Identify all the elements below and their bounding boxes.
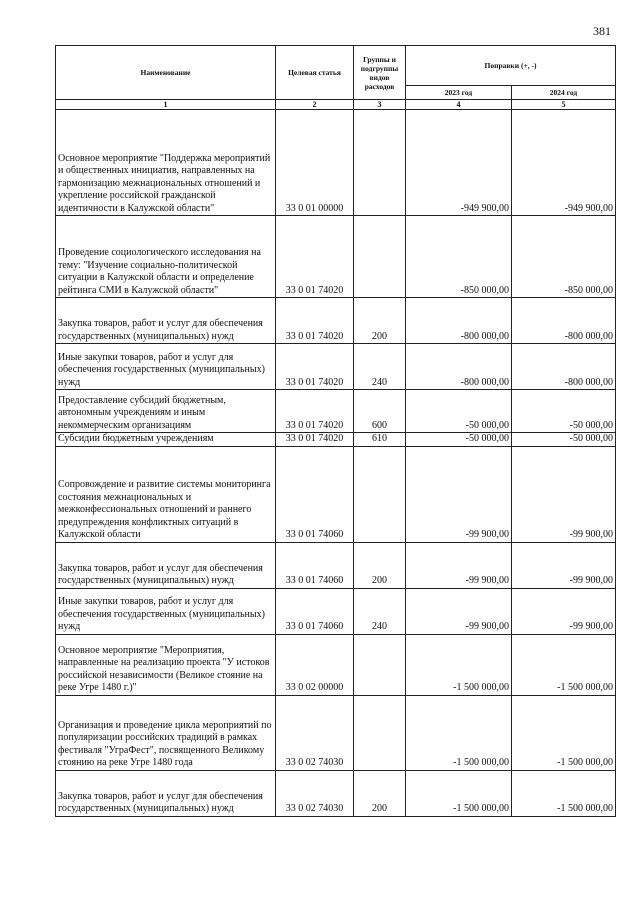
header-year-2024: 2024 год — [512, 86, 616, 100]
header-name: Наименование — [56, 46, 276, 100]
row-2023: -850 000,00 — [406, 216, 512, 298]
amendments-table — [55, 45, 616, 817]
header-target: Целевая статья — [276, 46, 354, 100]
row-2024: -99 900,00 — [512, 542, 616, 588]
row-name: Закупка товаров, работ и услуг для обеспечения государственных (муниципальных) нужд — [56, 770, 276, 816]
header-amendments: Поправки (+, -) — [406, 46, 616, 86]
row-target: 33 0 01 74020 — [276, 298, 354, 344]
table-row — [56, 433, 616, 447]
table-row — [56, 298, 616, 344]
table-row — [56, 216, 616, 298]
row-2024: -50 000,00 — [512, 390, 616, 433]
row-name: Организация и проведение цикла мероприятий по популяризации российских традиций в рамках фестиваля "УграФест", посвященного Великому стоянию на реке Угре 1480 года — [56, 695, 276, 770]
row-2024: -1 500 000,00 — [512, 770, 616, 816]
row-target: 33 0 02 74030 — [276, 770, 354, 816]
row-group — [354, 634, 406, 695]
table-row — [56, 110, 616, 216]
row-target: 33 0 01 74020 — [276, 216, 354, 298]
row-group — [354, 695, 406, 770]
row-2024: -800 000,00 — [512, 298, 616, 344]
row-2023: -99 900,00 — [406, 542, 512, 588]
column-number: 1 — [56, 100, 276, 110]
table-row — [56, 446, 616, 542]
table-row — [56, 588, 616, 634]
row-target: 33 0 01 74020 — [276, 433, 354, 447]
row-2024: -1 500 000,00 — [512, 695, 616, 770]
row-name: Проведение социологического исследования на тему: "Изучение социально-политической ситуации в Калужской области и определение рейтинга СМИ в Калужской области" — [56, 216, 276, 298]
row-2024: -50 000,00 — [512, 433, 616, 447]
row-group — [354, 216, 406, 298]
table-row — [56, 634, 616, 695]
table-row — [56, 542, 616, 588]
row-group — [354, 446, 406, 542]
column-number: 4 — [406, 100, 512, 110]
row-2023: -50 000,00 — [406, 390, 512, 433]
row-group: 240 — [354, 588, 406, 634]
row-2023: -949 900,00 — [406, 110, 512, 216]
row-2023: -50 000,00 — [406, 433, 512, 447]
row-name: Основное мероприятие "Мероприятия, направленные на реализацию проекта "У истоков российской независимости (Великое стояние на реке Угре 1480 г.)" — [56, 634, 276, 695]
row-2024: -99 900,00 — [512, 588, 616, 634]
row-2024: -99 900,00 — [512, 446, 616, 542]
row-name: Сопровождение и развитие системы мониторинга состояния межнациональных и межконфессиональных отношений и раннего предупреждения конфликтных ситуаций в Калужской области — [56, 446, 276, 542]
row-target: 33 0 02 00000 — [276, 634, 354, 695]
row-2024: -800 000,00 — [512, 344, 616, 390]
column-number-row — [56, 100, 616, 110]
row-name: Иные закупки товаров, работ и услуг для обеспечения государственных (муниципальных) нужд — [56, 344, 276, 390]
table-row — [56, 344, 616, 390]
row-target: 33 0 02 74030 — [276, 695, 354, 770]
row-2023: -800 000,00 — [406, 298, 512, 344]
row-group: 200 — [354, 298, 406, 344]
row-2023: -1 500 000,00 — [406, 634, 512, 695]
row-name: Закупка товаров, работ и услуг для обеспечения государственных (муниципальных) нужд — [56, 298, 276, 344]
row-2024: -949 900,00 — [512, 110, 616, 216]
row-group: 600 — [354, 390, 406, 433]
row-name: Предоставление субсидий бюджетным, автономным учреждениям и иным некоммерческим организациям — [56, 390, 276, 433]
row-group — [354, 110, 406, 216]
row-2024: -1 500 000,00 — [512, 634, 616, 695]
row-2024: -850 000,00 — [512, 216, 616, 298]
row-2023: -800 000,00 — [406, 344, 512, 390]
page-number: 381 — [593, 24, 611, 38]
header-groups: Группы и подгруппы видов расходов — [354, 46, 406, 100]
row-name: Основное мероприятие "Поддержка мероприятий и общественных инициатив, направленных на гармонизацию межнациональных отношений и укрепление российской гражданской идентичности в Калужской области" — [56, 110, 276, 216]
row-2023: -1 500 000,00 — [406, 695, 512, 770]
table-row — [56, 390, 616, 433]
row-target: 33 0 01 74060 — [276, 542, 354, 588]
row-group: 610 — [354, 433, 406, 447]
row-2023: -99 900,00 — [406, 446, 512, 542]
column-number: 3 — [354, 100, 406, 110]
row-name: Закупка товаров, работ и услуг для обеспечения государственных (муниципальных) нужд — [56, 542, 276, 588]
table-row — [56, 695, 616, 770]
row-target: 33 0 01 74060 — [276, 588, 354, 634]
row-group: 200 — [354, 542, 406, 588]
row-target: 33 0 01 00000 — [276, 110, 354, 216]
row-target: 33 0 01 74060 — [276, 446, 354, 542]
header-year-2023: 2023 год — [406, 86, 512, 100]
row-group: 240 — [354, 344, 406, 390]
row-target: 33 0 01 74020 — [276, 344, 354, 390]
row-2023: -1 500 000,00 — [406, 770, 512, 816]
table-row — [56, 770, 616, 816]
row-name: Иные закупки товаров, работ и услуг для обеспечения государственных (муниципальных) нужд — [56, 588, 276, 634]
row-group: 200 — [354, 770, 406, 816]
column-number: 2 — [276, 100, 354, 110]
row-target: 33 0 01 74020 — [276, 390, 354, 433]
column-number: 5 — [512, 100, 616, 110]
row-2023: -99 900,00 — [406, 588, 512, 634]
row-name: Субсидии бюджетным учреждениям — [56, 433, 276, 447]
